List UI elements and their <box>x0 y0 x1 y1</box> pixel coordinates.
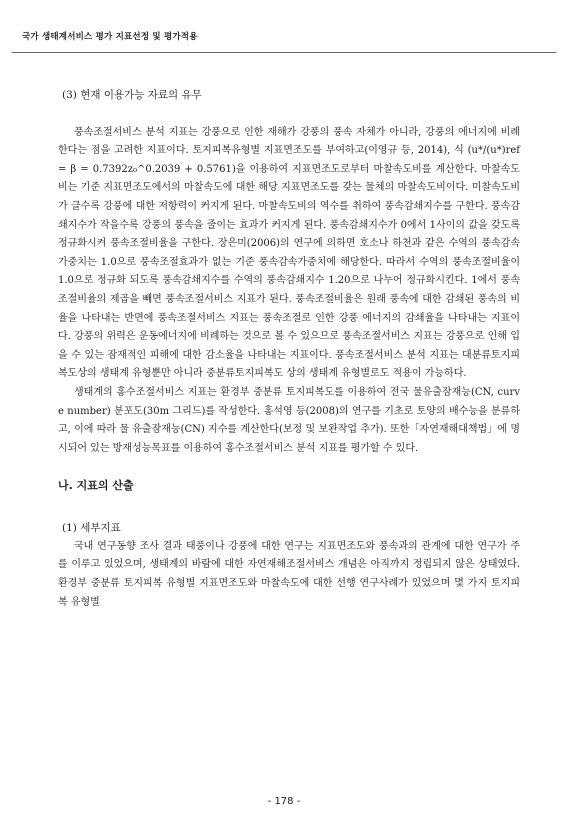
running-header: 국가 생태계서비스 평가 지표선정 및 평가적용 <box>22 32 198 42</box>
page-body <box>58 86 520 612</box>
section-heading-3: (3) 현재 이용가능 자료의 유무 <box>62 89 202 101</box>
page-number: - 178 - <box>267 796 301 807</box>
flood-regulation-paragraph: 생태계의 홍수조절서비스 지표는 환경부 중분류 토지피복도를 이용하여 전국 물유출잠재능(CN, curve number) 분포도(30m 그리드)를 작성한다. 홍석영 등(2008)의 연구를 기초로 토양의 배수능을 분류하고, 이에 따라 물 유출잠재능(CN) 지수를 계산한다(보정 및 보완작업 추가). 또한「자연재해대책법」에 명시되어 있는 방재성능목표를 이용하여 홍수조절서비스 분석 지표를 평가할 수 있다. <box>58 386 520 454</box>
section-heading-na: 나. 지표의 산출 <box>58 479 134 493</box>
header-divider <box>12 52 556 53</box>
sub-heading-detail-indicators: (1) 세부지표 <box>62 522 121 535</box>
detail-indicators-paragraph: 국내 연구동향 조사 결과 태풍이나 강풍에 대한 연구는 지표면조도와 풍속과의 관계에 대한 연구가 주를 이루고 있었으며, 생태계의 바람에 대한 자연재해조절서비스 개념은 아직까지 정립되지 않은 상태였다. 환경부 중분류 토지피복 유형별 지표면조도와 마찰속도에 대한 선행 연구사례가 있었으며 몇 가지 토지피복 유형별 <box>58 540 520 608</box>
wind-regulation-paragraph: 풍속조절서비스 분석 지표는 강풍으로 인한 재해가 강풍의 풍속 자체가 아니라, 강풍의 에너지에 비례한다는 점을 고려한 지표이다. 토지피복유형별 지표면조도를 부여하고(이영규 등, 2014), 식 (u*/(u*)ref = β = 0.7392z₀^0.2039 + 0.5761)을 이용하여 지표면조도로부터 마찰속도비를 계산한다. 마찰속도비는 기준 지표면조도에서의 마찰속도에 대한 해당 지표면조도를 갖는 물체의 마찰속도비이다. 미찰속도비가 클수록 강풍에 대한 저항력이 커지게 된다. 마찰속도비의 역수를 취하여 풍속감쇄지수를 구한다. 풍속감쇄지수가 작을수록 강풍의 풍속을 줄이는 효과가 커지게 된다. 풍속감쇄지수가 0에서 1사이의 값을 갖도록 정규화시켜 풍속조절비율을 구한다. 장은미(2006)의 연구에 의하면 호소나 하천과 같은 수역의 풍속감속가중치는 1.0으로 풍속조절효과가 없는 기준 풍속감속가중치에 해당한다. 따라서 수역의 풍속조절비율이 1.0으로 정규화 되도록 풍속감쇄지수를 수역의 풍속감쇄지수 1.20으로 나누어 정규화시킨다. 1에서 풍속조절비율의 제곱을 빼면 풍속조절서비스 지표가 된다. 풍속조절비율은 원래 풍속에 대한 감쇄된 풍속의 비율을 나타내는 반면에 풍속조절서비스 지표는 풍속조절로 인한 강풍 에너지의 감쇄율을 나타내는 지표이다. 강풍의 위력은 운동에너지에 비례하는 것으로 볼 수 있으므로 풍속조절서비스 지표는 강풍으로 인해 입을 수 있는 잠재적인 피해에 대한 감소율을 나타내는 지표이다. 풍속조절서비스 분석 지표는 대분류토지피복도상의 생태계 유형뿐만 아니라 중분류토지피복도 상의 생태계 유형별로도 적용이 가능하다. <box>58 126 520 380</box>
